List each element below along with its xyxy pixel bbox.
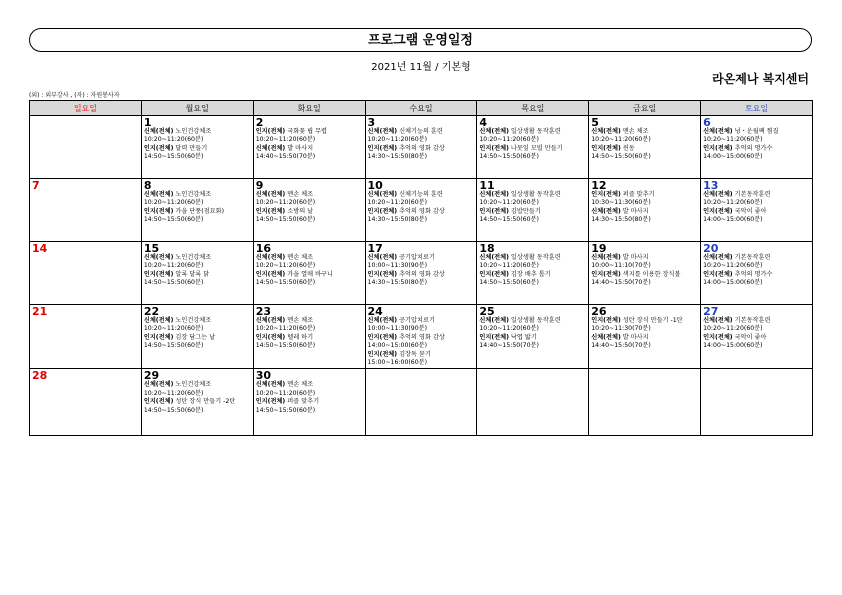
- calendar-table: [29, 100, 813, 436]
- program-category: 인지(전체): [591, 270, 621, 278]
- program-category: 신체(전체): [367, 317, 398, 324]
- program-time: 10:20~11:20(60분): [703, 199, 763, 207]
- program-name: 발 마사지: [287, 144, 314, 152]
- program-category: 인지(전체): [255, 270, 286, 278]
- program-entry: [591, 145, 698, 153]
- program-time: 10:20~11:20(60분): [255, 262, 316, 270]
- day-number: 3: [367, 116, 376, 129]
- program-name: 기본동작훈련: [734, 191, 771, 198]
- program-time: 14:30~15:50(80분): [367, 216, 428, 224]
- program-category: 인지(전체): [255, 333, 286, 341]
- weekday-sunday: 일요일: [30, 101, 142, 116]
- calendar-day-cell: [589, 179, 701, 242]
- day-number: 6: [703, 116, 711, 129]
- program-category: 인지(전체): [591, 191, 621, 198]
- program-time: 10:20~11:20(60분): [143, 199, 204, 207]
- program-category: 인지(전체): [479, 207, 509, 215]
- program-time: 10:20~11:20(60분): [367, 199, 428, 207]
- calendar-day-cell: [253, 369, 365, 436]
- calendar-day-cell: [701, 369, 813, 436]
- program-time: 14:50~15:50(60분): [255, 279, 316, 287]
- program-category: 신체(전체): [591, 207, 621, 215]
- calendar-week-row: [30, 369, 813, 436]
- weekday-saturday: 토요일: [701, 101, 813, 116]
- program-name: 추억의 명가수: [734, 270, 773, 278]
- program-name: 색지를 이용한 장식볼: [622, 270, 681, 278]
- calendar-day-cell: [477, 179, 589, 242]
- weekday-monday: 월요일: [141, 101, 253, 116]
- program-time: 10:30~11:30(60분): [591, 199, 651, 207]
- day-number: 13: [703, 179, 719, 192]
- calendar-day-cell: [141, 369, 253, 436]
- program-category: 신체(전체): [591, 128, 621, 135]
- program-category: 인지(전체): [367, 144, 398, 152]
- day-number: 26: [591, 305, 607, 318]
- day-number: 7: [32, 179, 40, 192]
- program-name: 퍼즐 맞추기: [287, 398, 320, 406]
- program-category: 인지(전체): [143, 333, 174, 341]
- program-time: 10:00~11:30(90분): [367, 325, 428, 333]
- program-name: 공기압치료기: [399, 254, 435, 261]
- program-category: 인지(전체): [143, 207, 174, 215]
- calendar-day-cell: [365, 242, 477, 305]
- program-time: 14:50~15:50(60분): [479, 279, 539, 287]
- day-number: 18: [479, 242, 495, 255]
- calendar-day-cell: [701, 179, 813, 242]
- day-number: 5: [591, 116, 599, 129]
- program-category: 신체(전체): [255, 254, 286, 261]
- program-time: 14:40~15:50(70분): [591, 279, 651, 287]
- program-entry: [256, 381, 363, 389]
- day-number: 30: [255, 369, 271, 383]
- program-time: 14:50~15:50(60분): [591, 153, 651, 161]
- program-category: 신체(전체): [255, 381, 286, 389]
- program-name: 퍼즐 맞추기: [622, 191, 655, 198]
- program-entry: [368, 351, 475, 359]
- program-name: 김밥만들기: [510, 207, 541, 215]
- legend-note: (외) : 외부강사 , (자) : 자원봉사자: [29, 92, 120, 99]
- program-time: 14:50~15:50(60분): [143, 406, 204, 414]
- weekday-friday: 금요일: [589, 101, 701, 116]
- program-name: 낙엽 밟기: [510, 333, 537, 341]
- program-name: 윈동: [622, 144, 635, 152]
- program-category: 신체(전체): [479, 128, 509, 135]
- day-number: 15: [143, 242, 160, 255]
- weekday-wednesday: 수요일: [365, 101, 477, 116]
- program-name: 넝・운월팩 찜질: [734, 128, 779, 135]
- program-name: 신체기능의 훈련: [399, 191, 443, 198]
- calendar-day-cell: [253, 116, 365, 179]
- program-time: 10:20~11:20(60분): [255, 325, 316, 333]
- calendar-day-cell: [141, 305, 253, 369]
- program-entry: [368, 208, 475, 216]
- program-time: 10:00~11:30(90분): [367, 262, 428, 270]
- day-number: 23: [255, 305, 271, 318]
- program-category: 신체(전체): [591, 254, 621, 261]
- program-name: 김장 담그는 날: [175, 333, 216, 341]
- program-name: 가을 단풍(점묘화): [175, 207, 225, 215]
- day-number: 4: [479, 116, 488, 129]
- day-number: 2: [255, 116, 264, 129]
- calendar-day-cell: [253, 179, 365, 242]
- program-entry: [703, 208, 810, 216]
- program-time: 14:40~15:50(70분): [255, 153, 316, 161]
- calendar-day-cell: [141, 179, 253, 242]
- program-name: 추억의 영화 감상: [399, 333, 445, 341]
- program-category: 인지(전체): [255, 128, 286, 135]
- program-name: 맨손 체조: [287, 381, 314, 389]
- program-entry: [703, 145, 810, 153]
- program-category: 신체(전체): [143, 191, 174, 198]
- program-category: 신체(전체): [367, 254, 398, 261]
- program-name: 일상생활 동작훈련: [510, 317, 561, 324]
- program-name: 국화꽃 립 무렵: [287, 128, 328, 135]
- day-number: 24: [367, 305, 383, 318]
- program-name: 달력 만들기: [175, 144, 208, 152]
- program-category: 인지(전체): [255, 398, 286, 406]
- program-entry: [256, 145, 363, 153]
- program-time: 15:00~16:00(60분): [367, 359, 428, 367]
- program-name: 국악이 좋아: [734, 333, 767, 341]
- program-name: 발 마사지: [622, 207, 649, 215]
- program-name: 기본동작훈련: [734, 317, 771, 324]
- day-number: 12: [591, 179, 607, 192]
- calendar-day-cell: [141, 116, 253, 179]
- program-name: 국악이 좋아: [734, 207, 767, 215]
- calendar-week-row: [30, 179, 813, 242]
- program-category: 신체(전체): [255, 317, 286, 324]
- program-name: 알록 달록 닭: [175, 270, 210, 278]
- day-number: 8: [143, 179, 152, 192]
- program-category: 신체(전체): [479, 317, 509, 324]
- program-name: 발 마사지: [622, 333, 649, 341]
- program-category: 신체(전체): [703, 254, 733, 261]
- program-time: 10:20~11:20(60분): [143, 136, 204, 144]
- day-number: 1: [143, 116, 152, 129]
- program-time: 10:20~11:20(60분): [255, 199, 316, 207]
- page-title: 프로그램 운영일정: [29, 28, 812, 52]
- program-time: 10:20~11:20(60분): [367, 136, 428, 144]
- program-time: 10:20~11:20(60분): [143, 262, 204, 270]
- calendar-day-cell: [30, 305, 142, 369]
- program-name: 맨손 체조: [287, 191, 314, 198]
- program-name: 일상생활 동작훈련: [510, 254, 561, 261]
- program-name: 텔레 하기: [287, 333, 314, 341]
- program-category: 신체(전체): [143, 317, 174, 324]
- program-name: 일상생활 동작훈련: [510, 128, 561, 135]
- program-time: 10:20~11:20(60분): [479, 325, 539, 333]
- program-name: 성탄 장식 만들기 -2탄: [175, 398, 236, 406]
- program-time: 14:50~15:50(60분): [479, 153, 539, 161]
- program-category: 인지(전체): [479, 144, 509, 152]
- program-time: 14:50~15:50(60분): [479, 216, 539, 224]
- program-category: 신체(전체): [143, 381, 174, 389]
- program-time: 10:20~11:20(60분): [591, 136, 651, 144]
- program-time: 10:20~11:20(60분): [703, 136, 763, 144]
- day-number: 9: [255, 179, 264, 192]
- program-category: 인지(전체): [591, 144, 621, 152]
- calendar-day-cell: [589, 242, 701, 305]
- program-category: 신체(전체): [479, 191, 509, 198]
- program-entry: [479, 145, 586, 153]
- program-entry: [703, 271, 810, 279]
- calendar-day-cell: [701, 242, 813, 305]
- day-number: 19: [591, 242, 607, 255]
- program-category: 신체(전체): [591, 333, 621, 341]
- program-entry: [256, 398, 363, 406]
- program-time: 14:40~15:50(70분): [479, 342, 539, 350]
- program-name: 추억의 영화 감상: [399, 207, 445, 215]
- program-name: 추억의 명가수: [734, 144, 773, 152]
- day-number: 11: [479, 179, 495, 192]
- program-time: 10:20~11:20(60분): [479, 262, 539, 270]
- calendar-day-cell: [253, 242, 365, 305]
- day-number: 25: [479, 305, 495, 318]
- program-entry: [591, 334, 698, 342]
- day-number: 22: [143, 305, 160, 318]
- program-name: 노인건강체조: [175, 317, 212, 324]
- program-name: 발 마사지: [622, 254, 649, 261]
- program-name: 소방의 날: [287, 207, 314, 215]
- program-entry: [144, 381, 251, 389]
- program-name: 맨손 체조: [287, 254, 314, 261]
- program-time: 14:40~15:50(70분): [591, 342, 651, 350]
- day-number: 20: [703, 242, 719, 255]
- program-time: 14:00~15:00(60분): [367, 342, 428, 350]
- program-entry: [368, 145, 475, 153]
- program-entry: [144, 398, 251, 406]
- day-number: 21: [32, 305, 48, 318]
- program-time: 10:20~11:20(60분): [479, 199, 539, 207]
- program-name: 김장 배추 톱기: [510, 270, 551, 278]
- program-time: 14:50~15:50(60분): [255, 216, 316, 224]
- program-category: 인지(전체): [591, 317, 621, 324]
- calendar-day-cell: [701, 305, 813, 369]
- program-time: 14:50~15:50(60분): [143, 153, 204, 161]
- program-time: 10:20~11:20(60분): [703, 325, 763, 333]
- program-category: 인지(전체): [367, 270, 398, 278]
- calendar-day-cell: [365, 305, 477, 369]
- calendar-day-cell: [253, 305, 365, 369]
- program-name: 노인건강체조: [175, 191, 212, 198]
- day-number: 28: [32, 369, 48, 383]
- program-time: 14:00~15:00(60분): [703, 279, 763, 287]
- program-name: 노인건강체조: [175, 254, 212, 261]
- program-entry: [144, 208, 251, 216]
- program-time: 14:50~15:50(60분): [255, 406, 316, 414]
- day-number: 14: [32, 242, 48, 255]
- program-category: 인지(전체): [367, 350, 398, 358]
- calendar-day-cell: [365, 369, 477, 436]
- program-category: 인지(전체): [367, 207, 398, 215]
- program-category: 인지(전체): [479, 270, 509, 278]
- program-entry: [144, 145, 251, 153]
- program-time: 14:50~15:50(60분): [143, 342, 204, 350]
- program-entry: [368, 334, 475, 342]
- program-name: 추억의 영화 감상: [399, 270, 445, 278]
- calendar-day-cell: [589, 305, 701, 369]
- program-time: 14:50~15:50(60분): [143, 216, 204, 224]
- program-time: 14:50~15:50(60분): [143, 279, 204, 287]
- program-entry: [256, 208, 363, 216]
- weekday-thursday: 목요일: [477, 101, 589, 116]
- calendar-day-cell: [30, 242, 142, 305]
- program-name: 노인건강체조: [175, 128, 212, 135]
- program-entry: [591, 271, 698, 279]
- calendar-body: [30, 116, 813, 436]
- program-entry: [479, 271, 586, 279]
- program-time: 14:00~15:00(60분): [703, 153, 763, 161]
- program-name: 가을 열매 바구니: [287, 270, 334, 278]
- calendar-week-row: [30, 242, 813, 305]
- program-time: 10:20~11:30(70분): [591, 325, 651, 333]
- program-time: 10:20~11:20(60분): [143, 325, 204, 333]
- program-category: 인지(전체): [143, 398, 174, 406]
- program-category: 인지(전체): [703, 144, 733, 152]
- program-entry: [591, 208, 698, 216]
- program-category: 신체(전체): [143, 128, 174, 135]
- program-entry: [144, 271, 251, 279]
- day-number: 27: [703, 305, 719, 318]
- program-time: 14:50~15:50(60분): [255, 342, 316, 350]
- program-entry: [144, 334, 251, 342]
- calendar-day-cell: [30, 369, 142, 436]
- program-category: 인지(전체): [703, 270, 733, 278]
- program-name: 나뭇잎 모빌 만들기: [510, 144, 563, 152]
- program-time: 14:30~15:50(80분): [367, 279, 428, 287]
- weekday-header-row: [30, 101, 813, 116]
- calendar-day-cell: [141, 242, 253, 305]
- program-category: 신체(전체): [703, 191, 733, 198]
- day-number: 29: [143, 369, 160, 383]
- day-number: 10: [367, 179, 383, 192]
- program-time: 10:20~11:20(60분): [143, 389, 204, 397]
- program-category: 인지(전체): [367, 333, 398, 341]
- program-entry: [479, 334, 586, 342]
- program-entry: [703, 334, 810, 342]
- program-category: 인지(전체): [143, 270, 174, 278]
- program-name: 맨손 체조: [622, 128, 649, 135]
- program-name: 일상생활 동작훈련: [510, 191, 561, 198]
- program-category: 신체(전체): [367, 191, 398, 198]
- calendar-day-cell: [30, 179, 142, 242]
- program-name: 맨손 체조: [287, 317, 314, 324]
- calendar-day-cell: [30, 116, 142, 179]
- weekday-tuesday: 화요일: [253, 101, 365, 116]
- program-time: 14:00~15:00(60분): [703, 342, 763, 350]
- calendar-week-row: [30, 305, 813, 369]
- calendar-week-row: [30, 116, 813, 179]
- program-entry: [256, 334, 363, 342]
- program-category: 신체(전체): [479, 254, 509, 261]
- calendar-day-cell: [477, 305, 589, 369]
- calendar-day-cell: [589, 369, 701, 436]
- page-subtitle: 2021년 11월 / 기본형: [371, 62, 471, 73]
- program-name: 김장독 묻기: [399, 350, 431, 358]
- calendar-day-cell: [365, 179, 477, 242]
- calendar-day-cell: [589, 116, 701, 179]
- calendar-day-cell: [477, 242, 589, 305]
- calendar-day-cell: [477, 116, 589, 179]
- program-category: 인지(전체): [479, 333, 509, 341]
- program-category: 인지(전체): [703, 207, 733, 215]
- organization-name: 라온제나 복지센터: [712, 72, 809, 86]
- program-name: 성탄 장식 만들기 -1탄: [622, 317, 683, 324]
- program-category: 인지(전체): [143, 144, 174, 152]
- program-name: 기본동작훈련: [734, 254, 771, 261]
- program-entry: [479, 208, 586, 216]
- program-entry: [368, 271, 475, 279]
- program-category: 신체(전체): [703, 317, 733, 324]
- day-number: 16: [255, 242, 271, 255]
- program-category: 신체(전체): [703, 128, 733, 135]
- program-time: 14:30~15:50(80분): [591, 216, 651, 224]
- program-time: 14:30~15:50(80분): [367, 153, 428, 161]
- program-time: 14:00~15:00(60분): [703, 216, 763, 224]
- calendar-day-cell: [365, 116, 477, 179]
- program-category: 신체(전체): [367, 128, 398, 135]
- program-name: 신체기능의 훈련: [399, 128, 443, 135]
- program-category: 인지(전체): [703, 333, 733, 341]
- program-time: 10:00~11:10(70분): [591, 262, 651, 270]
- program-time: 10:20~11:20(60분): [255, 389, 316, 397]
- program-time: 10:20~11:20(60분): [479, 136, 539, 144]
- program-name: 추억의 영화 감상: [399, 144, 445, 152]
- program-category: 신체(전체): [255, 144, 286, 152]
- program-time: 10:20~11:20(60분): [703, 262, 763, 270]
- calendar-day-cell: [701, 116, 813, 179]
- program-category: 인지(전체): [255, 207, 286, 215]
- program-entry: [256, 271, 363, 279]
- program-name: 공기압치료기: [399, 317, 435, 324]
- program-category: 신체(전체): [255, 191, 286, 198]
- calendar-day-cell: [477, 369, 589, 436]
- program-time: 10:20~11:20(60분): [255, 136, 316, 144]
- day-number: 17: [367, 242, 383, 255]
- program-category: 신체(전체): [143, 254, 174, 261]
- program-name: 노인건강체조: [175, 381, 212, 389]
